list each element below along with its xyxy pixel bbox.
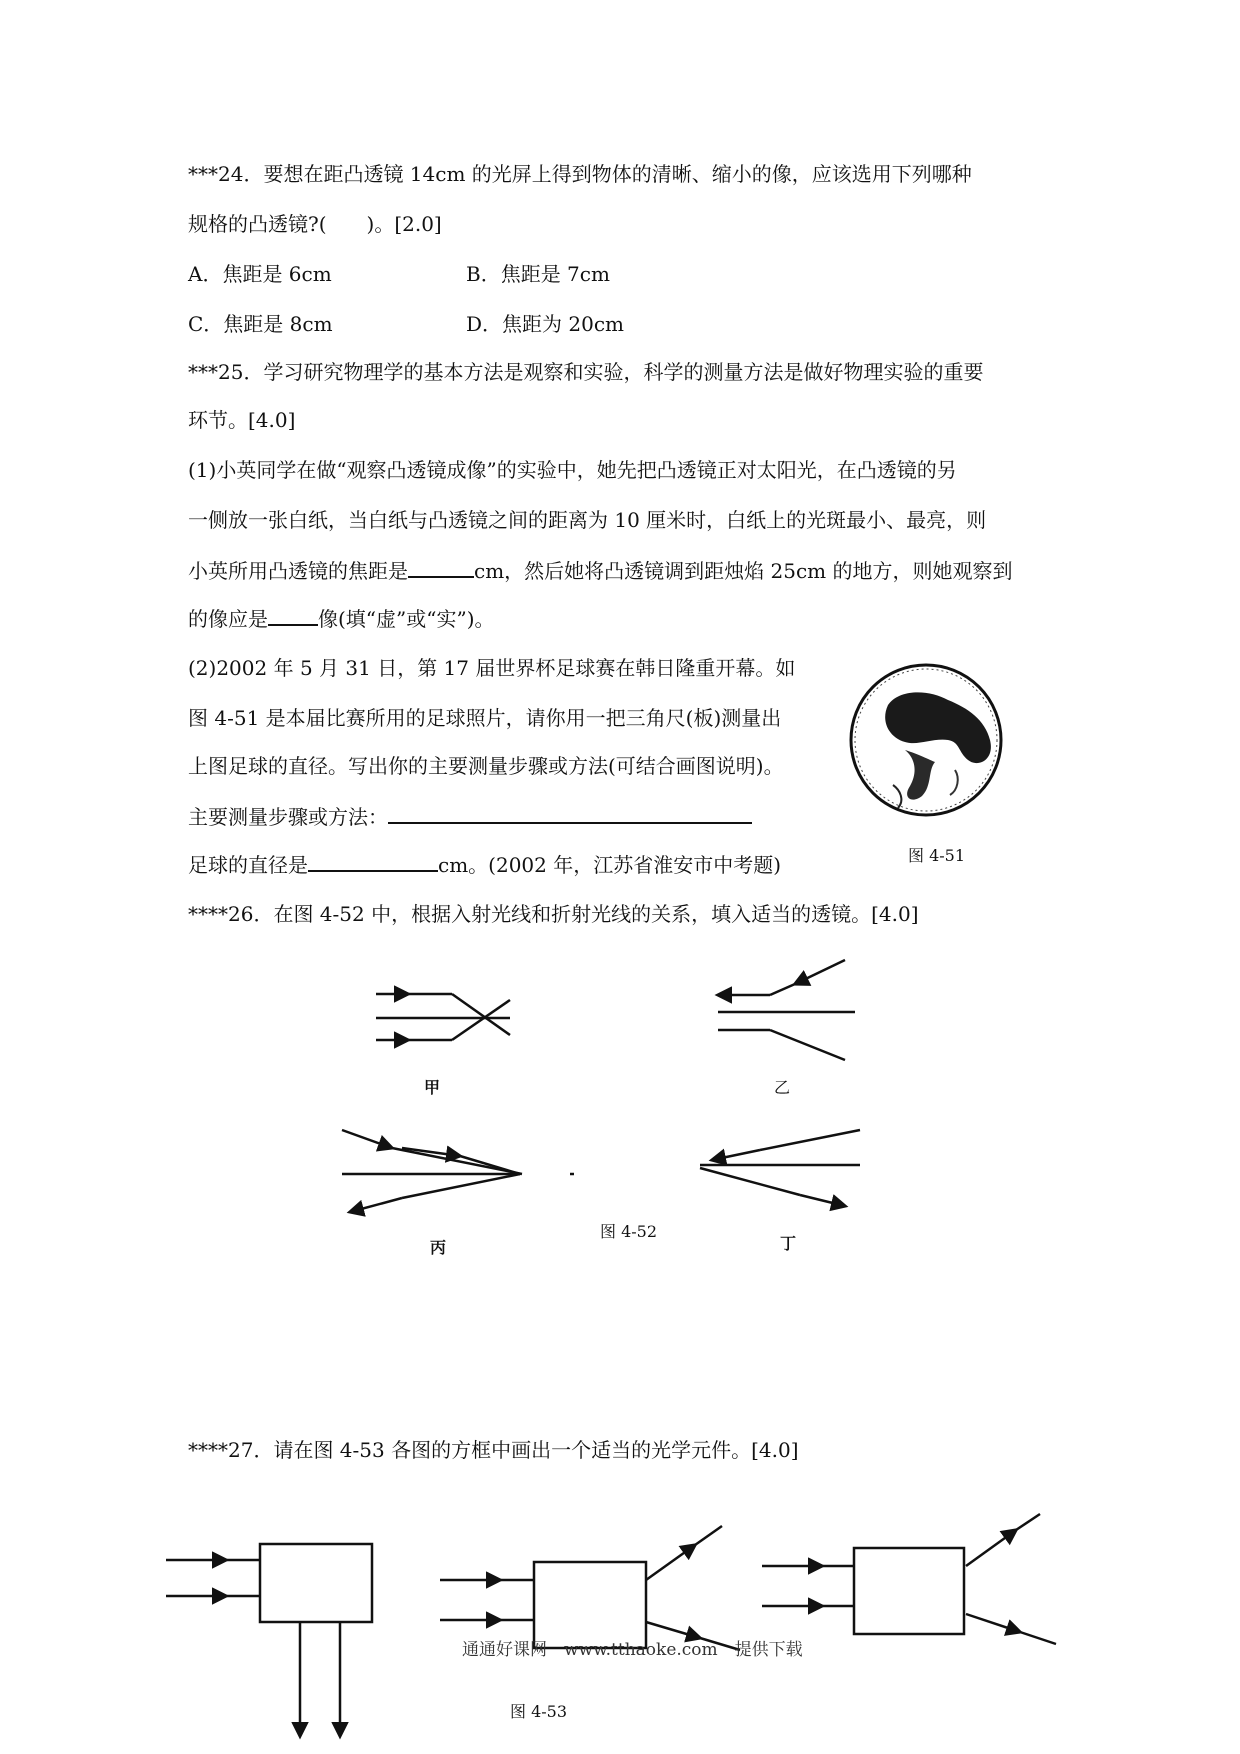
q25-p2-line-1: (2)2002 年 5 月 31 日，第 17 届世界杯足球赛在韩日隆重开幕。如 [188,656,796,680]
q25-p2-line-4 [188,804,752,829]
q26-line-1: ****26．在图 4-52 中，根据入射光线和折射光线的关系，填入适当的透镜。[4.0] [188,902,919,926]
q24-option-d: D．焦距为 20cm [466,312,625,336]
figure-label-bing: 丙 [430,1238,447,1257]
q25-p2-line-3: 上图足球的直径。写出你的主要测量步骤或方法(可结合画图说明)。 [188,754,784,778]
q24-line-2: 规格的凸透镜?( )。[2.0] [188,212,442,236]
q24-option-a: A．焦距是 6cm [188,262,332,286]
q25-p1-line-4-text-b: 像(填“虚”或“实”)。 [318,607,495,631]
q25-line-2: 环节。[4.0] [188,408,296,432]
q25-p1-line-4 [188,606,495,631]
q25-p1-line-3 [188,558,1013,583]
figure-4-52-caption: 图 4-52 [600,1222,658,1241]
figure-4-51-caption: 图 4-51 [908,846,966,865]
figure-label-yi: 乙 [774,1078,791,1097]
figure-4-53-caption: 图 4-53 [510,1702,568,1721]
image-type-blank[interactable] [268,606,318,626]
q25-line-1: ***25．学习研究物理学的基本方法是观察和实验，科学的测量方法是做好物理实验的重要 [188,360,984,384]
q25-p2-line-5-text-a: 足球的直径是 [188,853,308,877]
q25-p2-line-5 [188,852,781,877]
figure-label-ding: 丁 [780,1234,797,1253]
q24-option-c: C．焦距是 8cm [188,312,333,336]
measurement-method-blank[interactable] [388,804,752,824]
q25-p1-line-3-text-b: cm，然后她将凸透镜调到距烛焰 25cm 的地方，则她观察到 [474,559,1013,583]
q25-p1-line-1: (1)小英同学在做“观察凸透镜成像”的实验中，她先把凸透镜正对太阳光，在凸透镜的另 [188,458,957,482]
q25-p1-line-4-text-a: 的像应是 [188,607,268,631]
q25-p2-line-2: 图 4-51 是本届比赛所用的足球照片，请你用一把三角尺(板)测量出 [188,706,782,730]
optical-box-1 [260,1544,372,1622]
q24-line-1: ***24．要想在距凸透镜 14cm 的光屏上得到物体的清晰、缩小的像，应该选用下列哪种 [188,162,972,186]
focal-length-blank[interactable] [408,558,474,578]
optical-box-2 [534,1562,646,1648]
figure-label-jia: 甲 [424,1078,441,1097]
q25-p2-line-5-text-b: cm。(2002 年，江苏省淮安市中考题) [438,853,782,877]
diameter-blank[interactable] [308,852,438,872]
q27-line-1: ****27．请在图 4-53 各图的方框中画出一个适当的光学元件。[4.0] [188,1438,799,1462]
watermark-text: 通通好课网 www.tthaoke.com 提供下载 [462,1640,803,1660]
optical-box-3 [854,1548,964,1634]
q25-p1-line-2: 一侧放一张白纸，当白纸与凸透镜之间的距离为 10 厘米时，白纸上的光斑最小、最亮，则 [188,508,987,532]
q25-p2-line-4-text: 主要测量步骤或方法： [188,805,388,829]
q25-p1-line-3-text-a: 小英所用凸透镜的焦距是 [188,559,408,583]
q24-option-b: B．焦距是 7cm [466,262,610,286]
